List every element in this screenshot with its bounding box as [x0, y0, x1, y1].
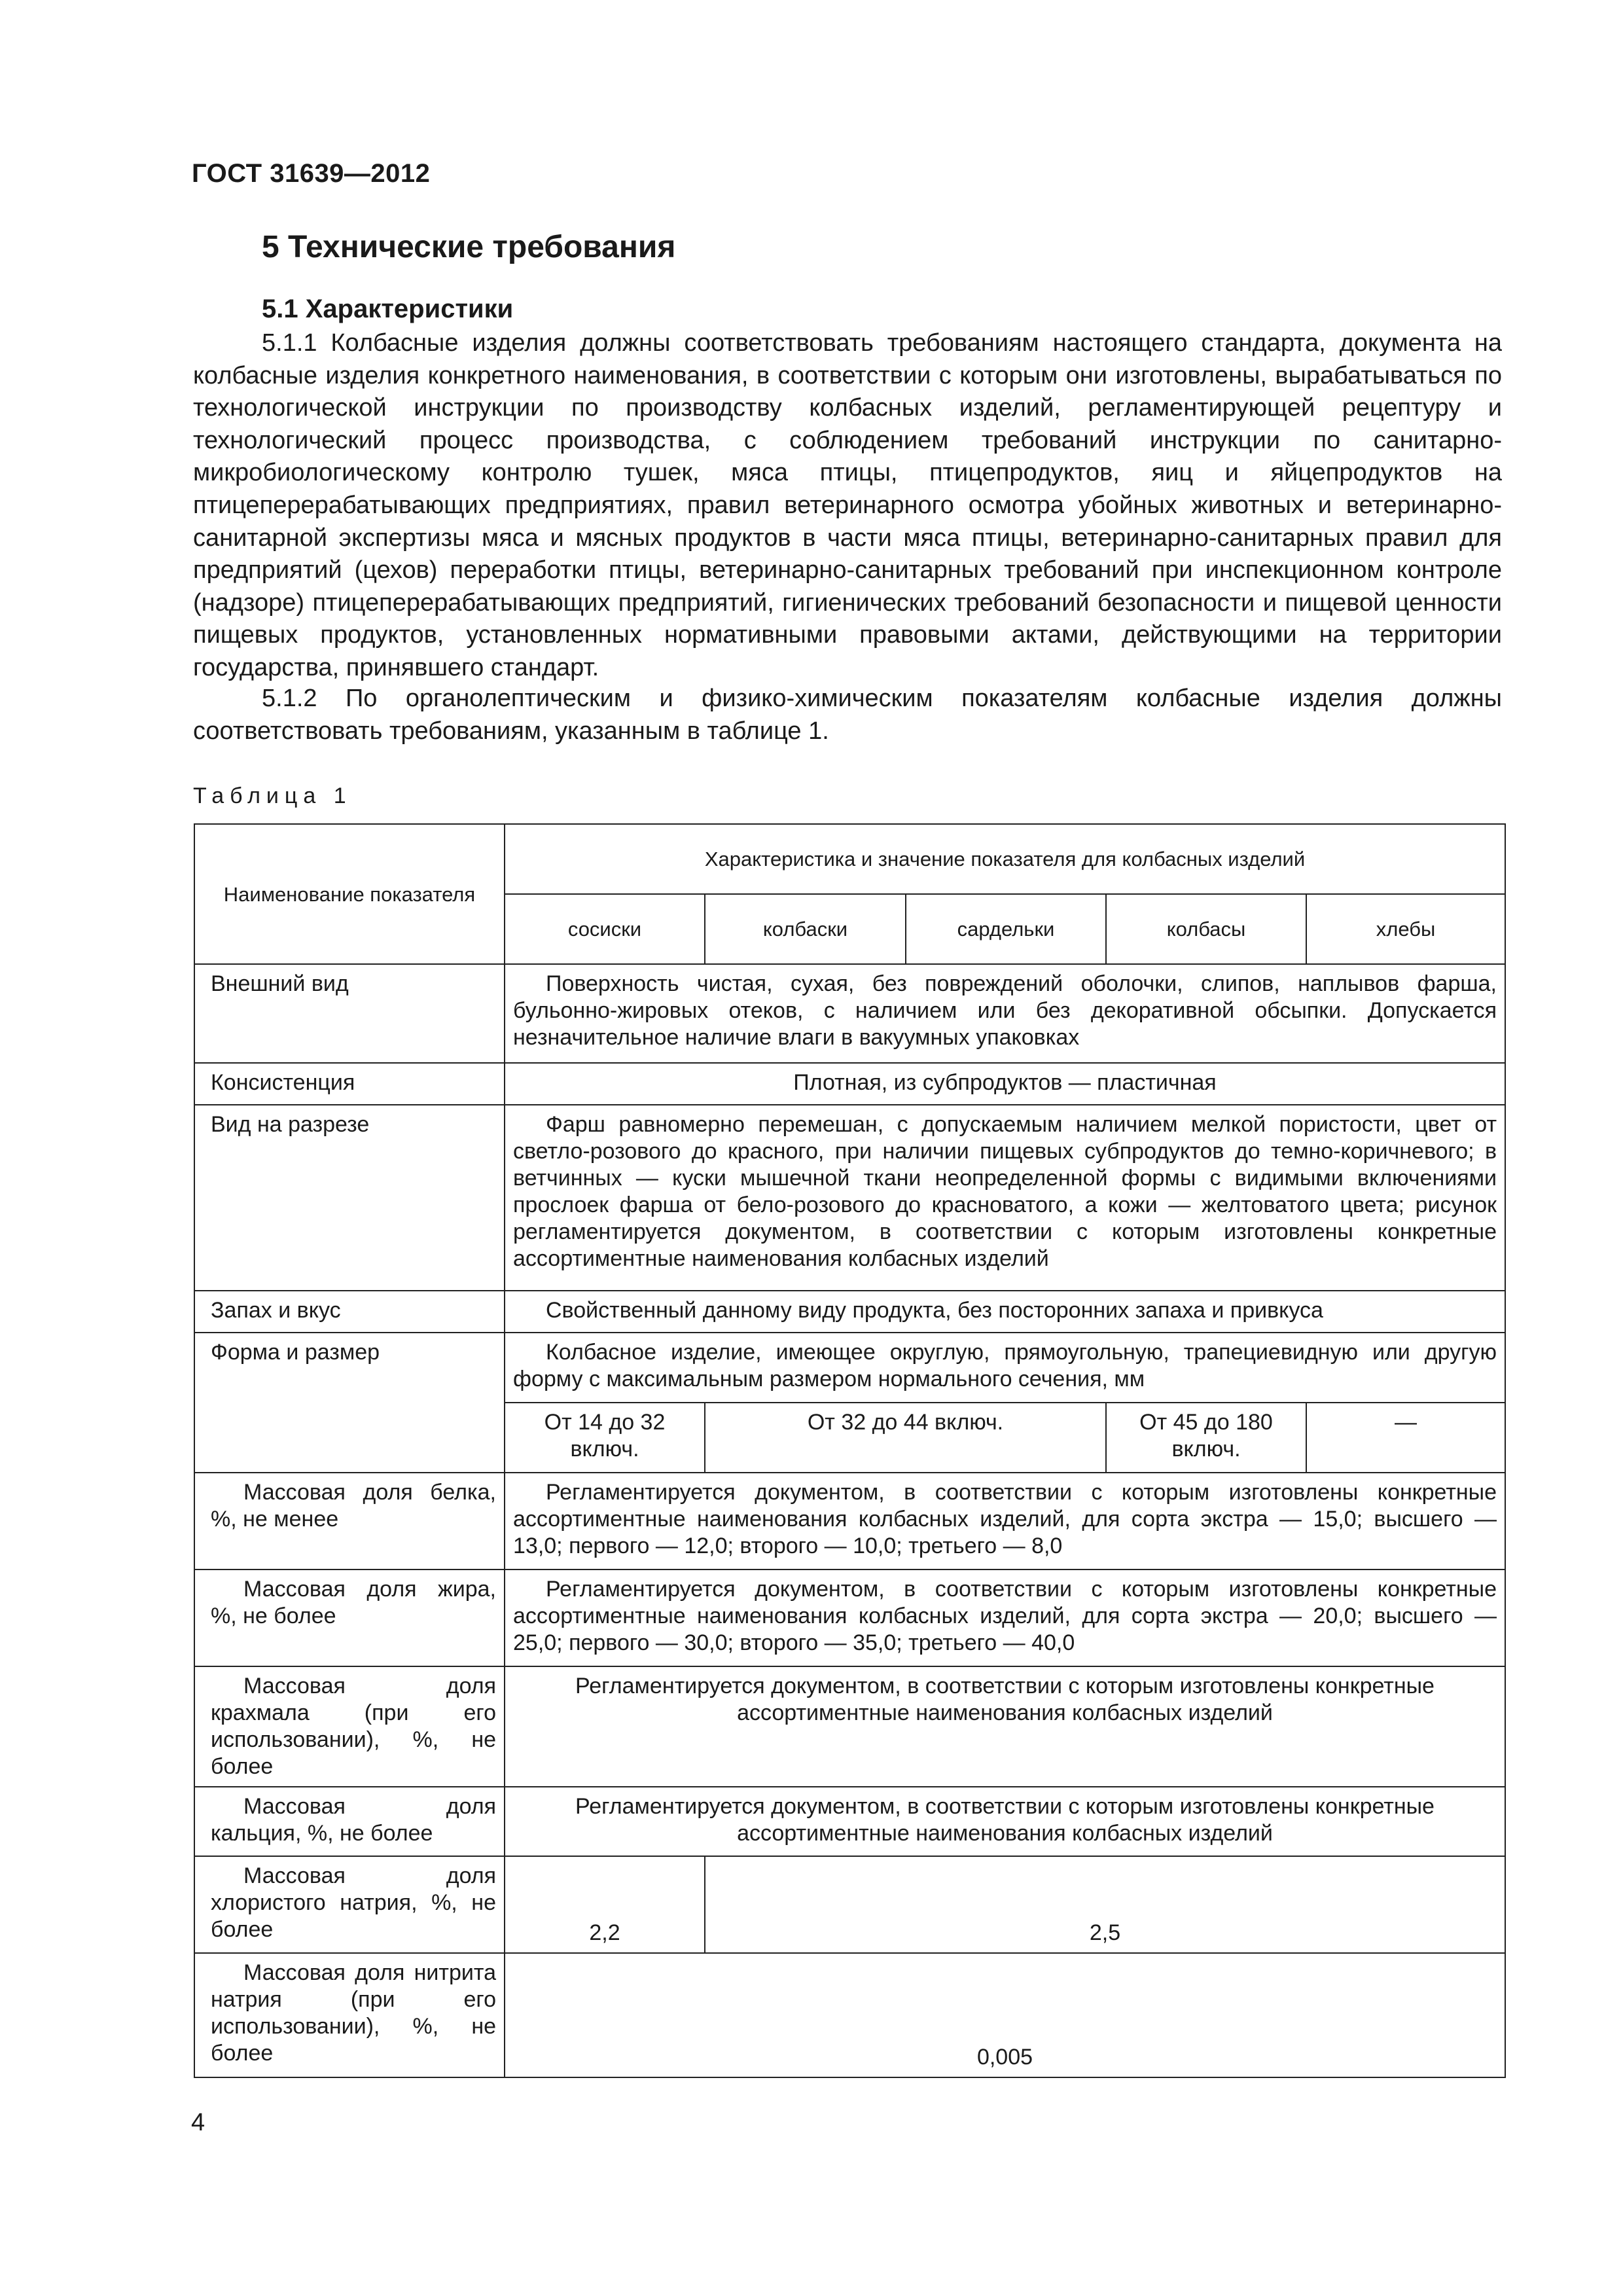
size-kolbasy: От 45 до 180 включ. — [1106, 1403, 1306, 1473]
row-name-sodium-chloride: Массовая доля хлористого натрия, %, не более — [194, 1856, 505, 1953]
row-value-smell-taste: Свойственный данному виду продукта, без посторонних запаха и привкуса — [505, 1291, 1505, 1333]
row-name-starch: Массовая доля крахмала (при его использовании), %, не более — [194, 1666, 505, 1787]
row-value-cut-view: Фарш равномерно перемешан, с допускаемым наличием мелкой пористости, цвет от светло-розового до красного, при наличии пищевых субпродуктов до темно-коричневого; в ветчинных — куски мышечной ткани неопределенной формы с видимыми включениями прослоек фарша от бело-розового до красноватого, а кожи — желтоватого цвета; рисунок регламентируется документом, в соответствии с которым изготовлены конкретные ассортиментные наименования колбасных изделий — [505, 1105, 1505, 1291]
row-name-calcium: Массовая доля кальция, %, не более — [194, 1787, 505, 1856]
row-value-calcium: Регламентируется документом, в соответствии с которым изготовлены конкретные ассортиментные наименования колбасных изделий — [505, 1787, 1505, 1856]
section-title: 5 Технические требования — [262, 230, 676, 264]
row-value-consistency: Плотная, из субпродуктов — пластичная — [505, 1063, 1505, 1105]
document-code: ГОСТ 31639—2012 — [192, 159, 431, 188]
row-name-sodium-nitrite: Массовая доля нитрита натрия (при его использовании), %, не более — [194, 1953, 505, 2077]
header-col-kolbasy: колбасы — [1106, 894, 1306, 964]
header-col-sardelki: сардельки — [906, 894, 1106, 964]
row-value-starch: Регламентируется документом, в соответствии с которым изготовлены конкретные ассортиментные наименования колбасных изделий — [505, 1666, 1505, 1787]
row-name-consistency: Консистенция — [194, 1063, 505, 1105]
requirements-table — [194, 823, 1506, 2078]
header-indicator-name: Наименование показателя — [194, 824, 505, 964]
table-caption: Таблица 1 — [193, 783, 352, 808]
header-col-khleby: хлебы — [1306, 894, 1505, 964]
subsection-title: 5.1 Характеристики — [262, 295, 514, 323]
row-name-shape-size: Форма и размер — [194, 1333, 505, 1473]
row-name-fat: Массовая доля жира, %, не более — [194, 1570, 505, 1666]
row-value-appearance: Поверхность чистая, сухая, без повреждений оболочки, слипов, наплывов фарша, бульонно-жировых отеков, с наличием или без декоративной обсыпки. Допускается незначительное наличие влаги в вакуумных упаковках — [505, 964, 1505, 1063]
row-value-sodium-chloride-others: 2,5 — [705, 1856, 1505, 1953]
page-number: 4 — [191, 2109, 205, 2136]
size-khleby: — — [1306, 1403, 1505, 1473]
row-name-protein: Массовая доля белка, %, не менее — [194, 1473, 505, 1570]
size-sosiski: От 14 до 32 включ. — [505, 1403, 705, 1473]
paragraph-5-1-1: 5.1.1 Колбасные изделия должны соответствовать требованиям настоящего стандарта, документа на колбасные изделия конкретного наименования, в соответствии с которым они изготовлены, вырабатываться по технологической инструкции по производству колбасных изделий, регламентирующей рецептуру и технологический процесс производства, с соблюдением требований инструкции по санитарно-микробиологическому контролю тушек, мяса птицы, птицепродуктов, яиц и яйцепродуктов на птицеперерабатывающих предприятиях, правил ветеринарного осмотра убойных животных и ветеринарно-санитарной экспертизы мяса и мясных продуктов в части мяса птицы, ветеринарно-санитарных правил для предприятий (цехов) переработки птицы, ветеринарно-санитарных требований при инспекционном контроле (надзоре) птицеперерабатывающих предприятий, гигиенических требований безопасности и пищевой ценности пищевых продуктов, установленных нормативными правовыми актами, действующими на территории государства, принявшего стандарт. — [193, 329, 1502, 681]
row-value-sodium-chloride-sausages: 2,2 — [505, 1856, 705, 1953]
row-name-appearance: Внешний вид — [194, 964, 505, 1063]
size-kolbaski-sardelki: От 32 до 44 включ. — [705, 1403, 1106, 1473]
row-value-shape-size: Колбасное изделие, имеющее округлую, прямоугольную, трапециевидную или другую форму с максимальным размером нормального сечения, мм — [505, 1333, 1505, 1403]
header-col-kolbaski: колбаски — [705, 894, 906, 964]
paragraph-5-1-2: 5.1.2 По органолептическим и физико-химическим показателям колбасные изделия должны соответствовать требованиям, указанным в таблице 1. — [193, 685, 1502, 745]
row-name-cut-view: Вид на разрезе — [194, 1105, 505, 1291]
row-value-protein: Регламентируется документом, в соответствии с которым изготовлены конкретные ассортиментные наименования колбасных изделий, для сорта экстра — 15,0; высшего — 13,0; первого — 12,0; второго — 10,0; третьего — 8,0 — [505, 1473, 1505, 1570]
row-value-sodium-nitrite: 0,005 — [505, 1953, 1505, 2077]
row-name-smell-taste: Запах и вкус — [194, 1291, 505, 1333]
header-group: Характеристика и значение показателя для колбасных изделий — [505, 824, 1505, 894]
header-col-sosiski: сосиски — [505, 894, 705, 964]
row-value-fat: Регламентируется документом, в соответствии с которым изготовлены конкретные ассортиментные наименования колбасных изделий, для сорта экстра — 20,0; высшего — 25,0; первого — 30,0; второго — 35,0; третьего — 40,0 — [505, 1570, 1505, 1666]
